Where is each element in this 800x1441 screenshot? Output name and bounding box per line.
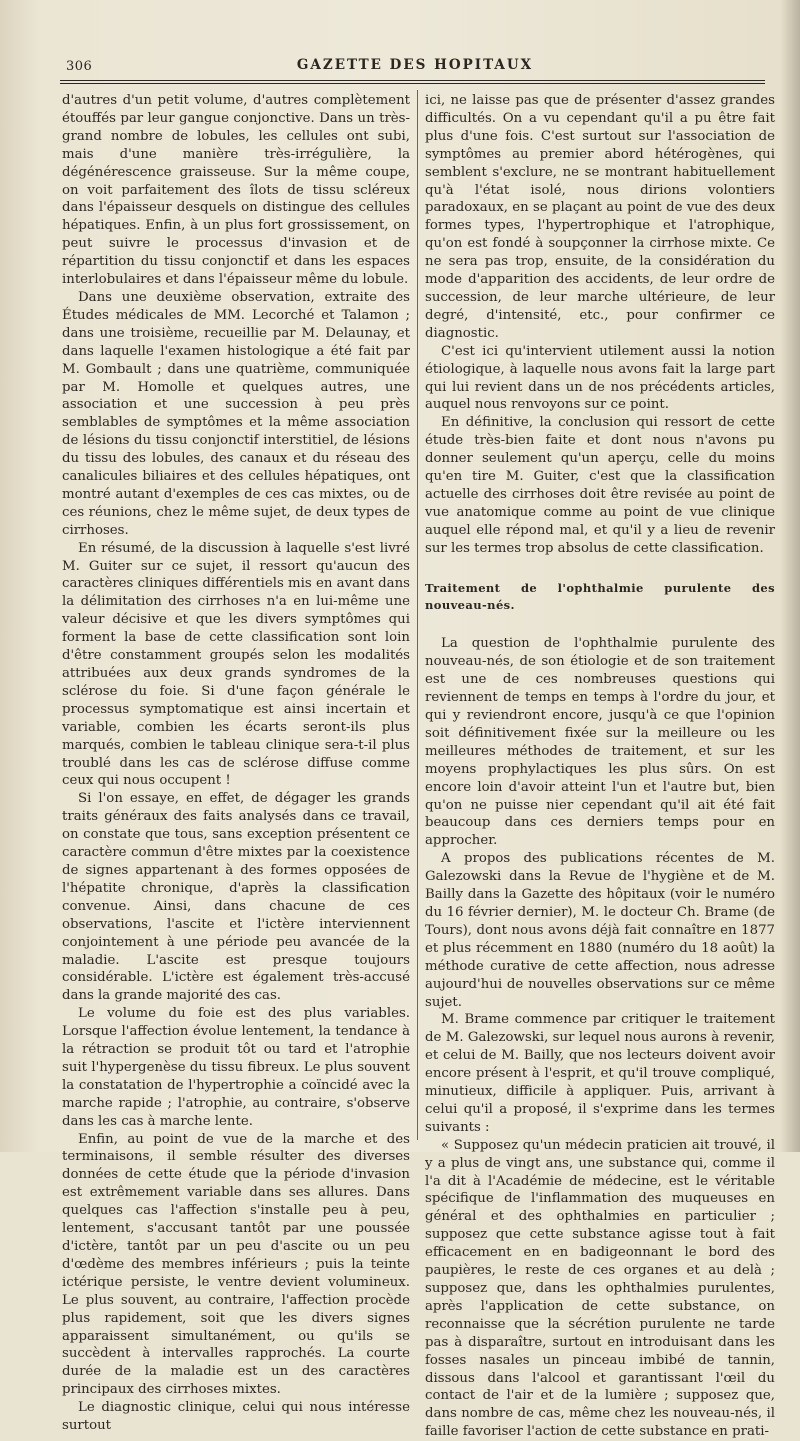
paragraph: C'est ici qu'intervient utilement aussi la notion étiologique, à laquelle nous avons fait la large part qui lui revient dans un de nos précédents articles, auquel nous renvoyons sur ce point.: [425, 343, 775, 413]
paragraph: La question de l'ophthalmie purulente des nouveau-nés, de son étiologie et de son traitement est une de ces nombreuses questions qui reviennent de temps en temps à l'ordre du jour, et qui y reviendront encore, jusqu'à ce que l'opinion soit définitivement fixée sur la meilleure ou les meilleures méthodes de traitement, et sur les moyens prophylactiques les plus sûrs. On est encore loin d'avoir atteint l'un et l'autre but, bien qu'on ne puisse nier cependant qu'il ait été fait beaucoup dans ces derniers temps pour en approcher.: [425, 636, 775, 849]
paragraph: En définitive, la conclusion qui ressort de cette étude très-bien faite et dont nous n'avons pu donner seulement qu'un aperçu, celle du moins qu'en tire M. Guiter, c'est que la classification actuelle des cirrhoses doit être revisée au point de vue anatomique comme au point de vue clinique auquel elle répond mal, et qu'il y a lieu de revenir sur les termes trop absolus de cette classification.: [425, 415, 775, 556]
header-rule-double: [60, 83, 765, 84]
paragraph: Le diagnostic clinique, celui qui nous intéresse surtout: [62, 1400, 410, 1434]
paragraph: M. Brame commence par critiquer le traitement de M. Galezowski, sur lequel nous aurons à revenir, et celui de M. Bailly, que nos lecteurs doivent avoir encore présent à l'esprit, et qu'il trouve compliqué, minutieux, difficile à appliquer. Puis, arrivant à celui qu'il a proposé, il s'exprime dans les termes suivants :: [425, 1012, 775, 1135]
running-title: GAZETTE DES HOPITAUX: [296, 57, 534, 73]
section-title: Traitement de l'ophthalmie purulente des nouveau-nés.: [425, 580, 775, 613]
column-divider: [417, 90, 418, 1140]
paragraph: ici, ne laisse pas que de présenter d'assez grandes difficultés. On a vu cependant qu'il a pu être fait plus d'une fois. C'est surtout sur l'association de symptômes au premier abord hétérogènes, qui semblent s'exclure, ne se montrant habituellement qu'à l'état isolé, nous dirions volontiers paradoxaux, en se plaçant au point de vue des deux formes types, l'hypertrophique et l'atrophique, qu'on est fondé à soupçonner la cirrhose mixte. Ce ne sera pas trop, ensuite, de la considération du mode d'apparition des accidents, de leur ordre de succession, de leur marche ultérieure, de leur degré, d'intensité, etc., pour confirmer ce diagnostic.: [425, 93, 775, 341]
paragraph: A propos des publications récentes de M. Galezowski dans la Revue de l'hygiène et de M. Bailly dans la Gazette des hôpitaux (voir le numéro du 16 février dernier), M. le docteur Ch. Brame (de Tours), dont nous avons déjà fait connaître en 1877 et plus récemment en 1880 (numéro du 18 août) la méthode curative de cette affection, nous adresse aujourd'hui de nouvelles observations sur ce même sujet.: [425, 851, 775, 1010]
page-header: [60, 56, 770, 80]
paragraph: d'autres d'un petit volume, d'autres complètement étouffés par leur gangue conjonctive. Dans un très-grand nombre de lobules, les cellules ont subi, mais d'une manière très-irrégulière, la dégénérescence graisseuse. Sur la même coupe, on voit parfaitement des îlots de tissu scléreux dans l'épaisseur desquels on distingue des cellules hépatiques. Enfin, à un plus fort grossissement, on peut suivre le processus d'invasion et de répartition du tissu conjonctif et dans les espaces interlobulaires et dans l'épaisseur même du lobule.: [62, 93, 410, 288]
right-column: [425, 92, 775, 1441]
paragraph: « Supposez qu'un médecin praticien ait trouvé, il y a plus de vingt ans, une substance qui, comme il l'a dit à l'Académie de médecine, est le véritable spécifique de l'inflammation des muqueuses en général et des ophthalmies en particulier ; supposez que cette substance agisse tout à fait efficacement en en badigeonnant le bord des paupières, le reste de ces organes et au delà ; supposez que, dans les ophthalmies purulentes, après l'application de cette substance, on reconnaisse que la sécrétion purulente ne tarde pas à disparaître, surtout en introduisant dans les fosses nasales un pinceau imbibé de tannin, dissous dans l'alcool et garantissant l'œil du contact de l'air et de la lumière ; supposez que, dans nombre de cas, même chez les nouveau-nés, il faille favoriser l'action de cette substance en prati-: [425, 1137, 775, 1440]
paragraph: Si l'on essaye, en effet, de dégager les grands traits généraux des faits analysés dans ce travail, on constate que tous, sans exception présentent ce caractère commun d'être mixtes par la coexistence de signes appartenant à des formes opposées de l'hépatite chronique, d'après la classification convenue. Ainsi, dans chacune de ces observations, l'ascite et l'ictère interviennent conjointement à une période peu avancée de la maladie. L'ascite est presque toujours considérable. L'ictère est également très-accusé dans la grande majorité des cas.: [62, 791, 410, 1004]
paragraph: Le volume du foie est des plus variables. Lorsque l'affection évolue lentement, la tendance à la rétraction se produit tôt ou tard et l'atrophie suit l'hypergenèse du tissu fibreux. Le plus souvent la constatation de l'hypertrophie a coïncidé avec la marche rapide ; l'atrophie, au contraire, s'observe dans les cas à marche lente.: [62, 1006, 410, 1129]
paragraph: Dans une deuxième observation, extraite des Études médicales de MM. Lecorché et Talamon ; dans une troisième, recueillie par M. Delaunay, et dans laquelle l'examen histologique a été fait par M. Gombault ; dans une quatrième, communiquée par M. Homolle et quelques autres, une association et une succession à peu près semblables de symptômes et la même association de lésions du tissu conjonctif interstitiel, de lésions du tissu des lobules, des canaux et du réseau des canalicules biliaires et des cellules hépatiques, ont montré autant d'exemples de ces cas mixtes, ou de ces réunions, chez le même sujet, de deux types de cirrhoses.: [62, 289, 410, 538]
header-rule: [60, 80, 765, 81]
left-column: [62, 92, 410, 1435]
page-number: 306: [66, 59, 93, 74]
paragraph: En résumé, de la discussion à laquelle s'est livré M. Guiter sur ce sujet, il ressort qu'aucun des caractères cliniques différentiels mis en avant dans la délimitation des cirrhoses n'a en lui-même une valeur décisive et que les divers symptômes qui forment la base de cette classification sont loin d'être constamment groupés selon les modalités attribuées aux deux grands syndromes de la sclérose du foie. Si d'une façon générale le processus symptomatique est ainsi incertain et variable, combien les écarts seront-ils plus marqués, combien le tableau clinique sera-t-il plus troublé dans les cas de sclérose diffuse comme ceux qui nous occupent !: [62, 540, 410, 789]
paragraph: Enfin, au point de vue de la marche et des terminaisons, il semble résulter des diverses données de cette étude que la période d'invasion est extrêmement variable dans ses allures. Dans quelques cas l'affection s'installe peu à peu, lentement, s'accusant tantôt par une poussée d'ictère, tantôt par un peu d'ascite ou un peu d'œdème des membres inférieurs ; puis la teinte ictérique persiste, le ventre devient volumineux. Le plus souvent, au contraire, l'affection procède plus rapidement, soit que les divers signes apparaissent simultanément, ou qu'ils se succèdent à intervalles rapprochés. La courte durée de la maladie est un des caractères principaux des cirrhoses mixtes.: [62, 1131, 410, 1398]
